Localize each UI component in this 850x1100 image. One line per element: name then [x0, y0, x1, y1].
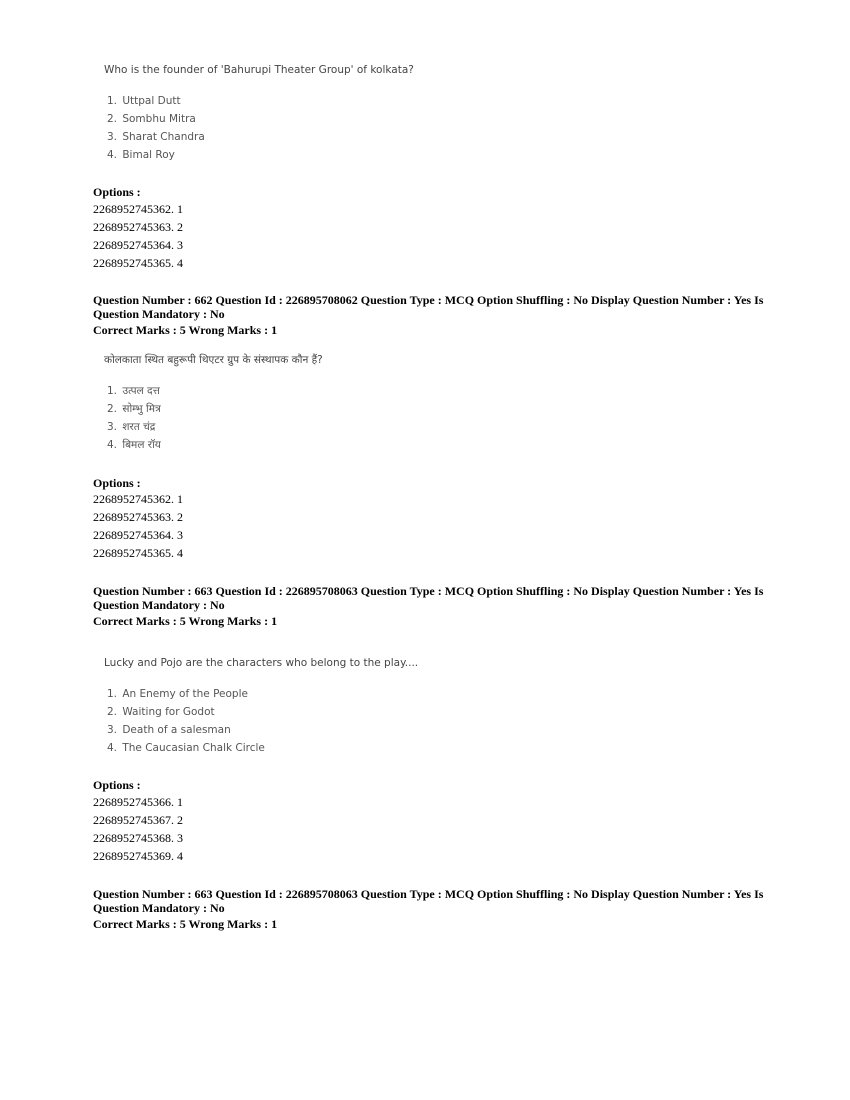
choice-item: 1. उत्पल दत्त	[107, 385, 160, 397]
option-id-list	[93, 200, 183, 272]
choice-item: 4. Bimal Roy	[107, 149, 175, 161]
option-id: 2268952745367. 2	[93, 813, 183, 827]
option-id: 2268952745362. 1	[93, 202, 183, 216]
choice-item: 3. Sharat Chandra	[107, 131, 205, 143]
question-text: Lucky and Pojo are the characters who belong to the play....	[104, 657, 419, 669]
choice-item: 1. An Enemy of the People	[107, 688, 248, 700]
marks-text: Correct Marks : 5 Wrong Marks : 1	[93, 917, 278, 931]
marks-text: Correct Marks : 5 Wrong Marks : 1	[93, 323, 278, 337]
options-heading: Options :	[93, 185, 141, 199]
question-meta	[93, 293, 773, 337]
choice-item: 2. सोम्भु मित्र	[107, 403, 161, 415]
option-id-list	[93, 490, 183, 562]
choice-list	[107, 382, 161, 454]
choice-item: 1. Uttpal Dutt	[107, 95, 181, 107]
option-id-list	[93, 793, 183, 865]
question-text: कोलकाता स्थित बहुरूपी थिएटर ग्रुप के संस्थापक कौन हैं?	[104, 354, 323, 366]
choice-item: 3. Death of a salesman	[107, 724, 231, 736]
option-id: 2268952745363. 2	[93, 220, 183, 234]
question-meta-text: Question Number : 663 Question Id : 226895708063 Question Type : MCQ Option Shuffling : No Display Question Number : Yes Is Question Mandatory : No	[93, 584, 764, 612]
option-id: 2268952745364. 3	[93, 528, 183, 542]
question-meta	[93, 887, 773, 931]
option-id: 2268952745362. 1	[93, 492, 183, 506]
option-id: 2268952745365. 4	[93, 256, 183, 270]
option-id: 2268952745368. 3	[93, 831, 183, 845]
choice-item: 4. बिमल रॉय	[107, 439, 161, 451]
option-id: 2268952745363. 2	[93, 510, 183, 524]
choice-item: 2. Waiting for Godot	[107, 706, 215, 718]
options-heading: Options :	[93, 476, 141, 490]
marks-text: Correct Marks : 5 Wrong Marks : 1	[93, 614, 278, 628]
option-id: 2268952745369. 4	[93, 849, 183, 863]
question-text: Who is the founder of 'Bahurupi Theater Group' of kolkata?	[104, 64, 414, 76]
options-heading: Options :	[93, 778, 141, 792]
choice-item: 3. शरत चंद्र	[107, 421, 156, 433]
option-id: 2268952745366. 1	[93, 795, 183, 809]
option-id: 2268952745365. 4	[93, 546, 183, 560]
question-meta-text: Question Number : 662 Question Id : 226895708062 Question Type : MCQ Option Shuffling : No Display Question Number : Yes Is Question Mandatory : No	[93, 293, 764, 321]
question-meta-text: Question Number : 663 Question Id : 226895708063 Question Type : MCQ Option Shuffling : No Display Question Number : Yes Is Question Mandatory : No	[93, 887, 764, 915]
choice-list	[107, 685, 265, 757]
choice-list	[107, 92, 205, 164]
option-id: 2268952745364. 3	[93, 238, 183, 252]
choice-item: 4. The Caucasian Chalk Circle	[107, 742, 265, 754]
question-meta	[93, 584, 773, 628]
choice-item: 2. Sombhu Mitra	[107, 113, 196, 125]
